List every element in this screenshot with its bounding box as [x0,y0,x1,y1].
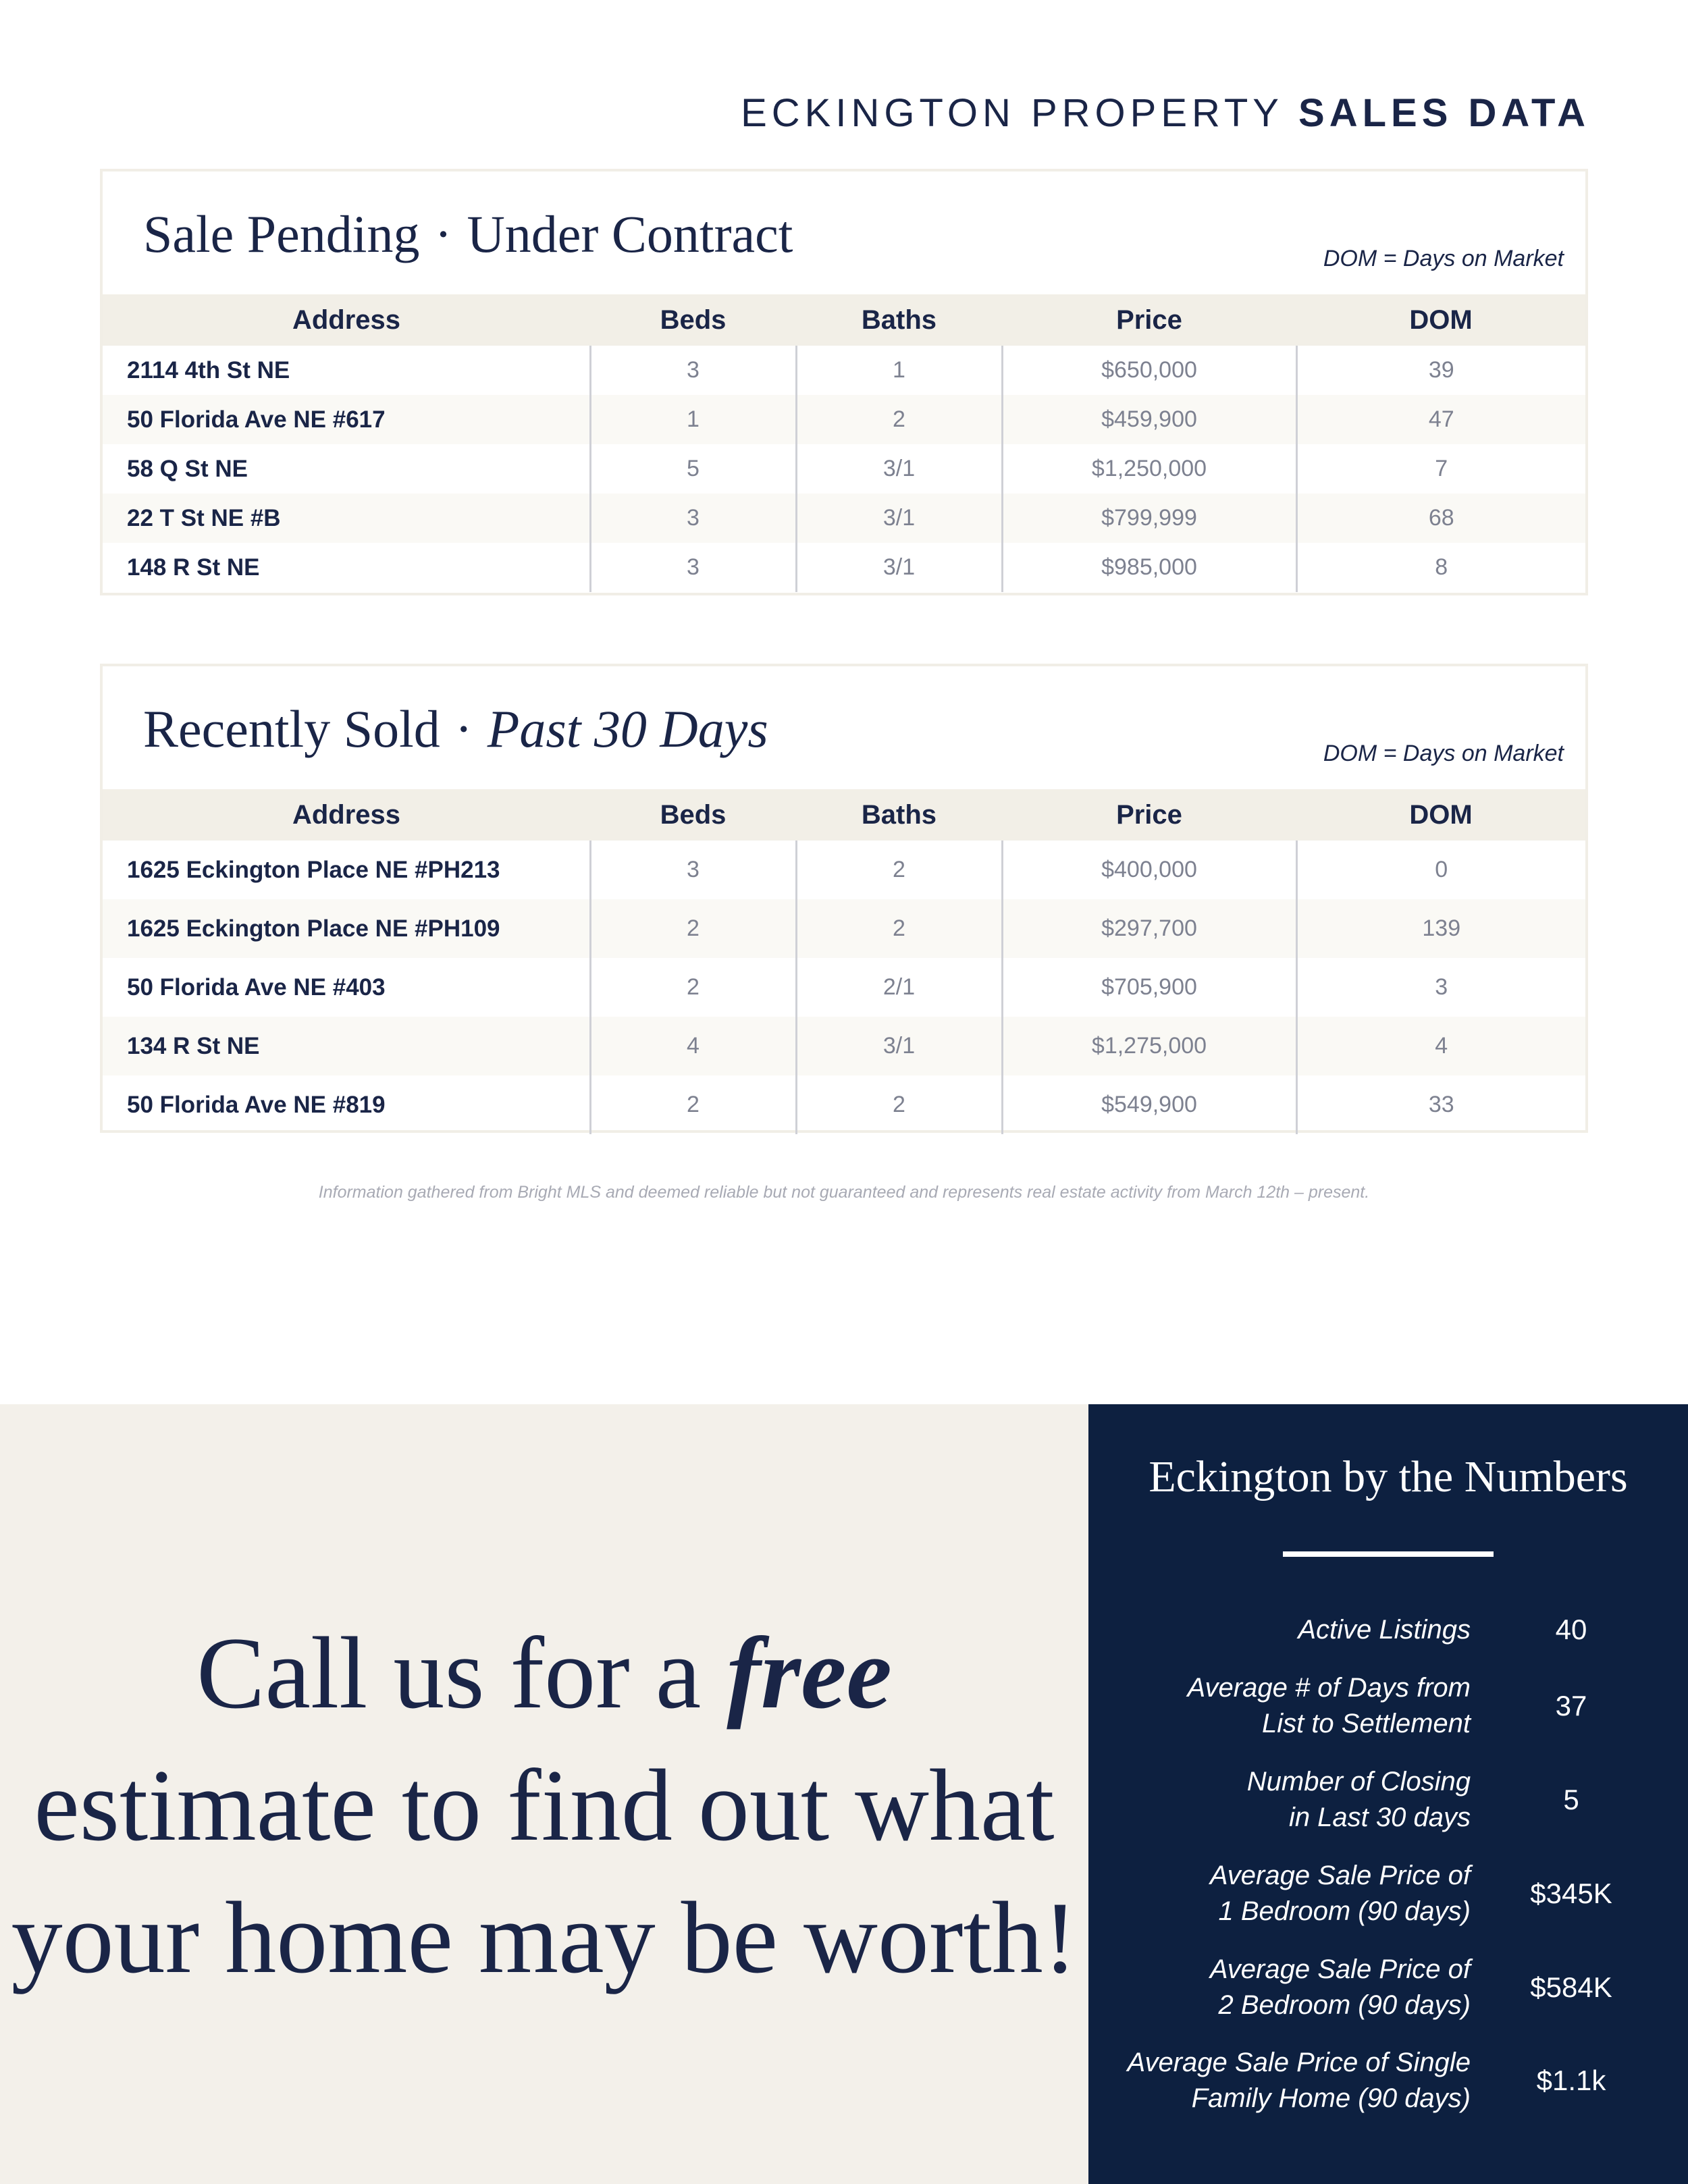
table-row [103,346,1585,395]
cell-price: $799,999 [1002,494,1296,543]
stat-label-line: Active Listings [1298,1614,1471,1645]
cell-beds: 3 [590,841,796,899]
stat-label-line: 2 Bedroom (90 days) [1218,1990,1471,2020]
stat-label-line: Family Home (90 days) [1191,2083,1471,2113]
sale-pending-title-main: Sale Pending [143,205,420,263]
cell-beds: 3 [590,494,796,543]
cell-price: $297,700 [1002,899,1296,958]
cell-baths: 3/1 [796,444,1002,494]
cell-baths: 2/1 [796,958,1002,1017]
cell-dom: 8 [1296,543,1585,592]
title-separator: · [434,205,452,263]
recently-sold-table [103,789,1585,1134]
stat-row-avg-single-family [1088,2040,1688,2121]
recently-sold-title-main: Recently Sold [143,699,440,758]
cell-beds: 4 [590,1017,796,1075]
cell-price: $549,900 [1002,1075,1296,1134]
cell-price: $705,900 [1002,958,1296,1017]
stat-label [1119,1947,1471,2028]
recently-sold-title [143,699,768,760]
cell-beds: 2 [590,899,796,958]
cell-baths: 2 [796,841,1002,899]
cell-price: $1,275,000 [1002,1017,1296,1075]
stat-label [1119,1666,1471,1747]
table-row [103,841,1585,899]
by-the-numbers-panel [1088,1404,1688,2184]
stat-row-days-to-settlement [1088,1666,1688,1747]
page-title-light: ECKINGTON PROPERTY [741,91,1283,135]
cell-dom: 3 [1296,958,1585,1017]
page-title-bold: SALES DATA [1298,91,1590,135]
table-row [103,444,1585,494]
cell-price: $459,900 [1002,395,1296,444]
column-header-baths: Baths [796,294,1002,346]
stat-label-line: Average # of Days from [1187,1673,1471,1703]
cell-address: 50 Florida Ave NE #819 [127,1091,386,1118]
cell-baths: 2 [796,1075,1002,1134]
stat-label-line: Average Sale Price of [1209,1954,1471,1984]
sale-pending-title-sub: Under Contract [467,205,793,263]
cell-beds: 1 [590,395,796,444]
stat-label [1119,1589,1471,1670]
cell-dom: 0 [1296,841,1585,899]
cell-dom: 7 [1296,444,1585,494]
table-row [103,958,1585,1017]
cell-dom: 139 [1296,899,1585,958]
column-header-address: Address [103,294,590,346]
cell-baths: 2 [796,899,1002,958]
page-title [741,90,1590,136]
stat-value: 37 [1555,1690,1587,1722]
cell-address: 22 T St NE #B [103,494,590,543]
cell-beds: 2 [590,1075,796,1134]
cell-baths: 1 [796,346,1002,395]
cell-address: 58 Q St NE [127,455,248,482]
title-underline-divider [1283,1551,1494,1557]
table-header-row [103,294,1585,346]
cell-address: 1625 Eckington Place NE #PH213 [127,856,500,883]
stat-row-closings [1088,1759,1688,1840]
cta-line-1 [0,1607,1088,1739]
column-header-beds: Beds [590,294,796,346]
table-row [103,395,1585,444]
column-header-price: Price [1002,789,1296,841]
stat-label-line: Average Sale Price of Single [1127,2048,1471,2077]
cell-price: $985,000 [1002,543,1296,592]
table-row [103,543,1585,592]
stat-label-line: List to Settlement [1261,1709,1471,1738]
table-header-row [103,789,1585,841]
cell-beds: 3 [590,346,796,395]
stat-row-active-listings [1088,1589,1688,1670]
cell-price: $1,250,000 [1002,444,1296,494]
column-header-dom: DOM [1296,789,1585,841]
cell-baths: 3/1 [796,1017,1002,1075]
stat-row-avg-2-bedroom [1088,1947,1688,2028]
cell-dom: 4 [1296,1017,1585,1075]
title-separator: · [454,699,473,758]
stat-value: 5 [1563,1784,1579,1815]
cell-price: $650,000 [1002,346,1296,395]
cell-address: 2114 4th St NE [127,356,290,383]
stat-value: $345K [1530,1877,1612,1909]
cta-line-1-text: Call us for a [196,1616,727,1730]
stat-row-avg-1-bedroom [1088,1853,1688,1934]
table-row [103,494,1585,543]
cta-panel [0,1404,1088,2184]
cell-address: 148 R St NE [127,554,260,581]
stat-label-line: Number of Closing [1246,1767,1471,1796]
stat-value: $1.1k [1536,2065,1606,2096]
cell-address: 50 Florida Ave NE #403 [127,974,386,1001]
stat-label-line: in Last 30 days [1288,1803,1471,1832]
dom-legend-note: DOM = Days on Market [1323,741,1564,766]
cta-free-word: free [727,1616,892,1730]
cta-line-2: estimate to find out what [34,1749,1055,1862]
stat-label [1119,1759,1471,1840]
cell-address: 50 Florida Ave NE #617 [103,395,590,444]
cell-beds: 3 [590,543,796,592]
sale-pending-title [143,204,793,265]
table-row [103,1017,1585,1075]
cell-dom: 33 [1296,1075,1585,1134]
by-the-numbers-title: Eckington by the Numbers [1149,1452,1628,1501]
cell-price: $400,000 [1002,841,1296,899]
cell-baths: 2 [796,395,1002,444]
stat-label [1119,1853,1471,1934]
cell-address: 1625 Eckington Place NE #PH109 [103,899,590,958]
cell-address: 134 R St NE [103,1017,590,1075]
cta-headline [0,1607,1088,2004]
cta-line-3: your home may be worth! [11,1881,1078,1994]
sale-pending-table [103,294,1585,592]
table-row [103,1075,1585,1134]
sale-pending-panel [100,169,1588,595]
stat-label-line: 1 Bedroom (90 days) [1218,1896,1471,1926]
data-source-disclaimer: Information gathered from Bright MLS and deemed reliable but not guaranteed and represents real estate activity from March 12th – present. [318,1183,1370,1202]
column-header-baths: Baths [796,789,1002,841]
column-header-dom: DOM [1296,294,1585,346]
recently-sold-panel [100,664,1588,1133]
column-header-price: Price [1002,294,1296,346]
cell-baths: 3/1 [796,543,1002,592]
cell-beds: 5 [590,444,796,494]
dom-legend-note: DOM = Days on Market [1323,246,1564,271]
cell-dom: 47 [1296,395,1585,444]
cell-baths: 3/1 [796,494,1002,543]
cell-beds: 2 [590,958,796,1017]
stat-value: $584K [1530,1971,1612,2003]
cell-dom: 39 [1296,346,1585,395]
recently-sold-title-sub: Past 30 Days [487,699,768,758]
column-header-address: Address [103,789,590,841]
stat-label [1119,2040,1471,2121]
table-row [103,899,1585,958]
stat-label-line: Average Sale Price of [1209,1861,1471,1890]
column-header-beds: Beds [590,789,796,841]
cell-dom: 68 [1296,494,1585,543]
stat-value: 40 [1555,1614,1587,1645]
